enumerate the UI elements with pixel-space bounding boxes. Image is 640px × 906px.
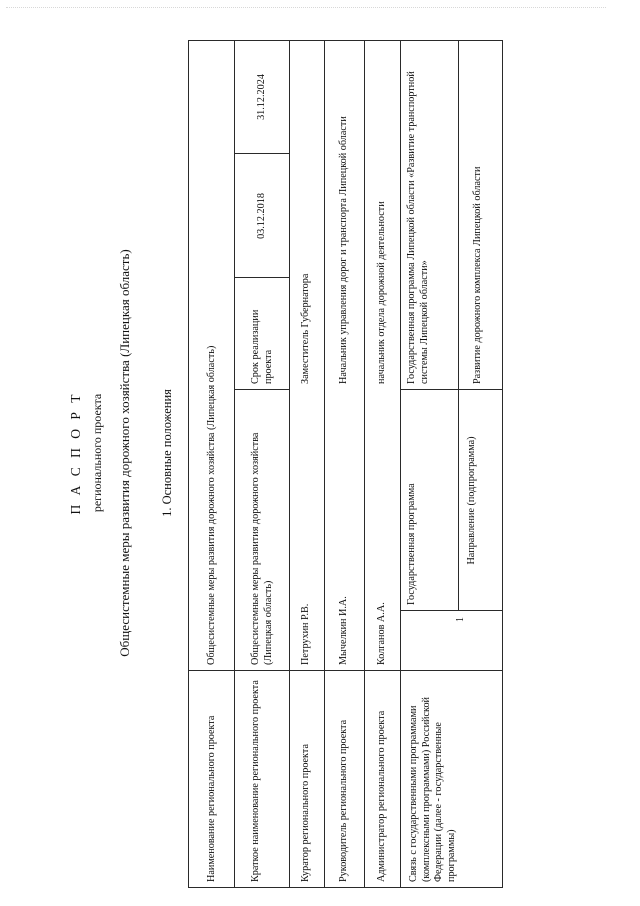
subprogram-row-divider bbox=[458, 40, 459, 611]
page-subheading: регионального проекта bbox=[90, 393, 104, 513]
row-curator-value: Петрухин Р.В. bbox=[300, 603, 311, 665]
page-heading: П А С П О Р Т bbox=[68, 391, 83, 515]
table-border-left bbox=[188, 887, 503, 888]
row-admin-label: Администратор регионального проекта bbox=[376, 710, 387, 882]
subprogram-label: Направление (подпрограмма) bbox=[466, 436, 477, 565]
row-head-value: Мычелкин И.А. bbox=[338, 596, 349, 665]
row-name-value: Общесистемные меры развития дорожного хозяйства (Липецкая область) bbox=[206, 345, 217, 665]
table-border-right bbox=[188, 40, 503, 41]
end-date-divider bbox=[234, 153, 290, 154]
program-label: Государственная программа bbox=[406, 483, 417, 605]
term-label: Срок реализации проекта bbox=[250, 309, 274, 384]
start-date: 03.12.2018 bbox=[256, 193, 267, 239]
table-border-bottom bbox=[502, 40, 503, 888]
row-divider-4 bbox=[364, 40, 365, 888]
row-admin-position: начальник отдела дорожной деятельности bbox=[376, 201, 387, 384]
row-admin-value: Колганов А.А. bbox=[376, 602, 387, 665]
row-curator-label: Куратор регионального проекта bbox=[300, 744, 311, 882]
start-date-divider bbox=[234, 277, 290, 278]
row-divider-5 bbox=[400, 40, 401, 888]
row-divider-3 bbox=[324, 40, 325, 888]
row-divider-2 bbox=[289, 40, 290, 888]
row-programs-label: Связь с государственными программами (комплексными программами) Российской Федерации (далее - государственные программы) bbox=[408, 696, 457, 882]
end-date: 31.12.2024 bbox=[256, 74, 267, 120]
row-short-name-label: Краткое наименование регионального проекта bbox=[250, 680, 261, 882]
sublabel-divider bbox=[400, 610, 503, 611]
row-head-position: Начальник управления дорог и транспорта Липецкой области bbox=[338, 116, 349, 384]
row-divider-1 bbox=[234, 40, 235, 888]
project-title: Общесистемные меры развития дорожного хозяйства (Липецкая область) bbox=[117, 249, 132, 657]
program-value-divider bbox=[400, 389, 503, 390]
row-name-label: Наименование регионального проекта bbox=[206, 715, 217, 882]
section-title: 1. Основные положения bbox=[160, 389, 174, 517]
row-short-name-value: Общесистемные меры развития дорожного хозяйства (Липецкая область) bbox=[250, 432, 274, 665]
term-label-divider bbox=[234, 389, 290, 390]
subprogram-value: Развитие дорожного комплекса Липецкой области bbox=[472, 166, 483, 384]
page-number: 1 bbox=[455, 617, 466, 622]
program-value: Государственная программа Липецкой области «Развитие транспортной системы Липецкой области» bbox=[406, 71, 430, 384]
row-curator-position: Заместитель Губернатора bbox=[300, 273, 311, 384]
label-column-divider bbox=[188, 670, 503, 671]
table-border-top bbox=[188, 40, 189, 888]
row-head-label: Руководитель регионального проекта bbox=[338, 719, 349, 882]
